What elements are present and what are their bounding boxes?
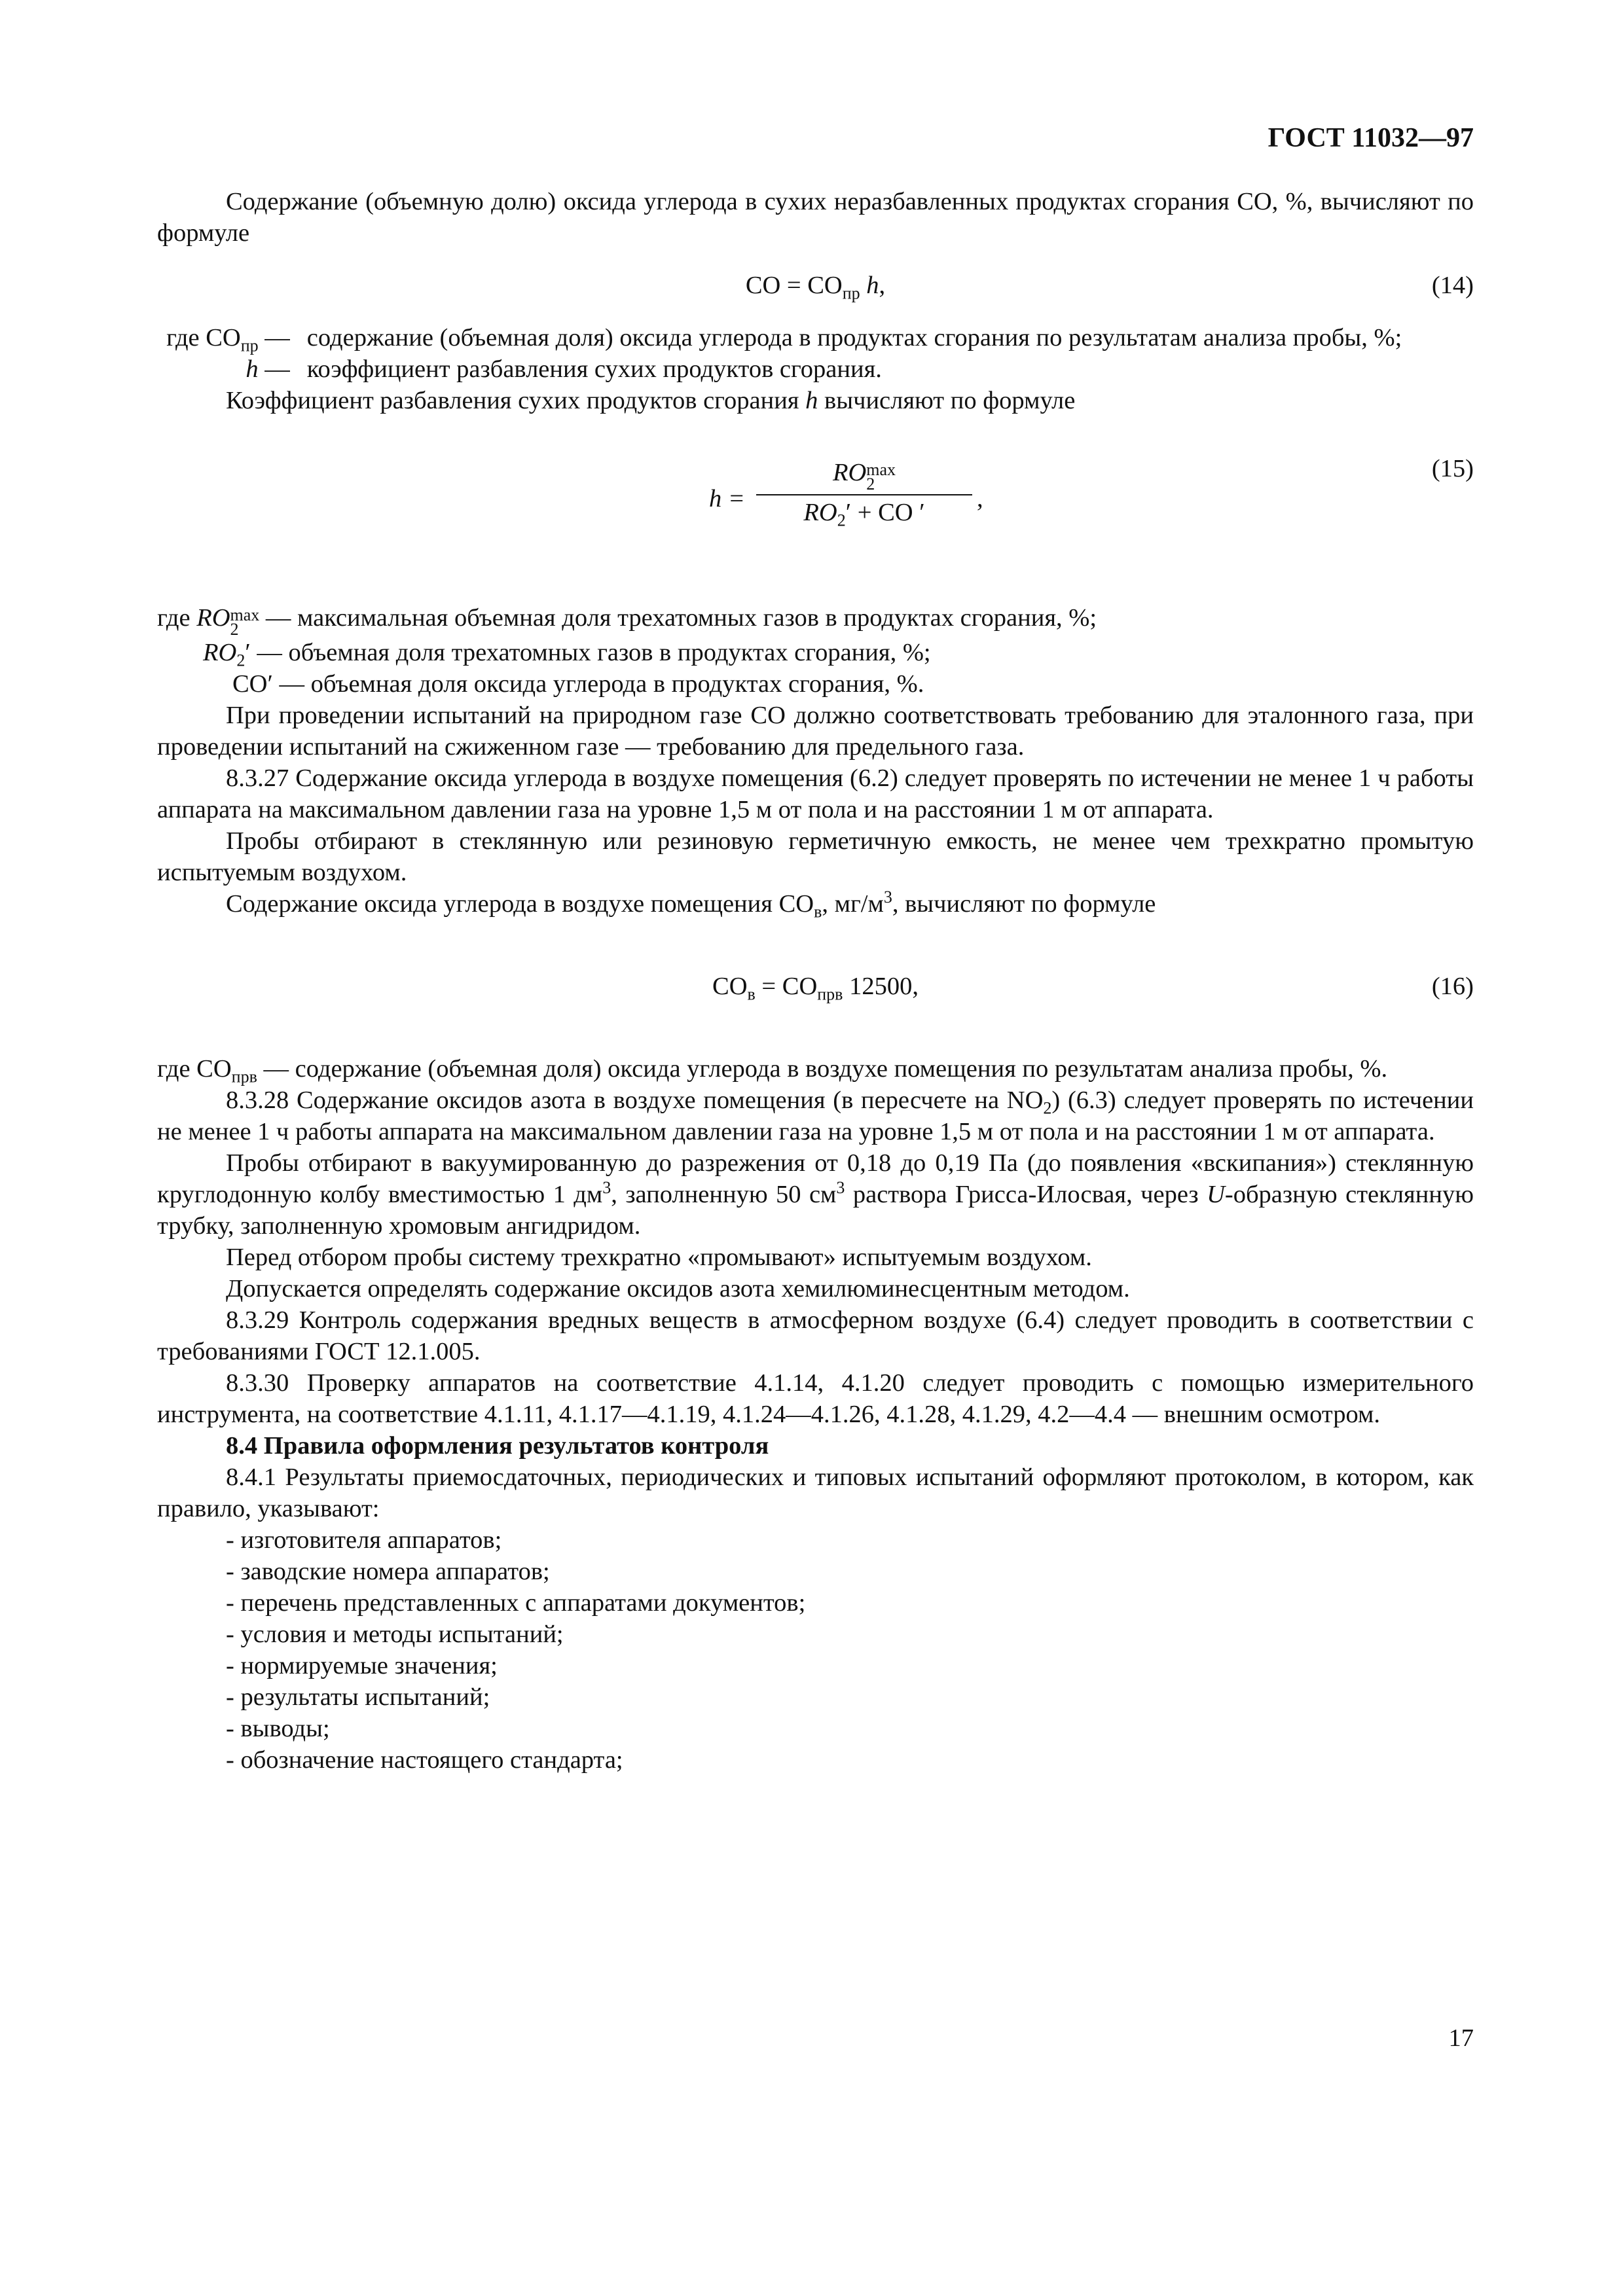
protocol-items-list <box>226 1524 1474 1776</box>
paragraph-chemiluminescent: Допускается определять содержание оксидов азота хемилюминесцентным методом. <box>226 1275 1130 1302</box>
paragraph-samples-1: Пробы отбирают в стеклянную или резиновую герметичную емкость, не менее чем трехкратно промытую испытуемым воздухом. <box>157 827 1474 886</box>
paragraph-8-3-28: 8.3.28 Содержание оксидов азота в воздухе помещения (в пересчете на $NO_2$) (6.3) следует проверять по истечении не менее 1 ч работы аппарата на максимальном давлении газа на уровне 1,5 м от пола и на расстоянии 1 м от аппарата. <box>157 1086 1474 1145</box>
equation-15: h = RO max 2 $RO_2'$ + СО ′ , (15) <box>157 453 1474 551</box>
page-number: 17 <box>1448 2024 1474 2052</box>
paragraph-co-room: Содержание оксида углерода в воздухе помещения $СО_в$, $мг/м^3$, вычисляют по формуле <box>226 888 1156 922</box>
definition-co: СО′ — объемная доля оксида углерода в продуктах сгорания, %. <box>232 670 924 698</box>
paragraph-8-3-27: 8.3.27 Содержание оксида углерода в воздухе помещения (6.2) следует проверять по истечении не менее 1 ч работы аппарата на максимальном давлении газа на уровне 1,5 м от пола и на расстоянии 1 м от аппарата. <box>157 764 1474 823</box>
definition-ro2-max: где RO max 2 — максимальная объемная доля трехатомных газов в продуктах сгорания, %; <box>157 604 1097 639</box>
paragraph-flush: Перед отбором пробы систему трехкратно «промывают» испытуемым воздухом. <box>226 1244 1092 1271</box>
list-item: - изготовителя аппаратов; <box>226 1526 502 1554</box>
document-header: ГОСТ 11032—97 <box>1267 123 1474 153</box>
paragraph-natural-gas: При проведении испытаний на природном газе СО должно соответствовать требованию для эталонного газа, при проведении испытаний на сжиженном газе — требованию для предельного газа. <box>157 702 1474 761</box>
paragraph-8-3-29: 8.3.29 Контроль содержания вредных веществ в атмосферном воздухе (6.4) следует проводить в соответствии с требованиями ГОСТ 12.1.005. <box>157 1306 1474 1365</box>
definitions-14: где $СО_{пр}$ — содержание (объемная доля) оксида углерода в продуктах сгорания по результатам анализа пробы, %; h — коэффициент разбавления сухих продуктов сгорания. <box>166 324 1402 383</box>
list-item: - обозначение настоящего стандарта; <box>226 1746 623 1774</box>
list-item: - результаты испытаний; <box>226 1683 490 1711</box>
equation-number: (14) <box>1431 272 1474 299</box>
intro-paragraph: Содержание (объемную долю) оксида углерода в сухих неразбавленных продуктах сгорания СО, %, вычисляют по формуле <box>157 188 1474 247</box>
equation-number: (15) <box>1431 455 1474 482</box>
list-item: - выводы; <box>226 1715 330 1742</box>
page-body <box>157 186 1474 1776</box>
definition-co-prv: где $СО_{прв}$ — содержание (объемная доля) оксида углерода в воздухе помещения по результатам анализа пробы, %. <box>157 1055 1388 1086</box>
paragraph-samples-2: Пробы отбирают в вакуумированную до разрежения от 0,18 до 0,19 Па (до появления «вскипания») стеклянную круглодонную колбу вместимостью 1 $дм^3$, заполненную 50 $см^3$ раствора Грисса-Илосвая, через U-образную стеклянную трубку, заполненную хромовым ангидридом. <box>157 1149 1474 1240</box>
list-item: - нормируемые значения; <box>226 1652 498 1679</box>
equation-16: $СО_в = СО_{прв}$ 12500, (16) <box>157 971 1474 1002</box>
section-heading-8-4: 8.4 Правила оформления результатов контроля <box>226 1432 769 1460</box>
equation-14: СО = $СО_{пр}$ h, (14) <box>157 270 1474 301</box>
list-item: - заводские номера аппаратов; <box>226 1558 550 1585</box>
paragraph-8-4-1: 8.4.1 Результаты приемосдаточных, периодических и типовых испытаний оформляют протоколом, в котором, как правило, указывают: <box>157 1463 1474 1522</box>
paragraph-8-3-30: 8.3.30 Проверку аппаратов на соответствие 4.1.14, 4.1.20 следует проводить с помощью измерительного инструмента, на соответствие 4.1.11, 4.1.17—4.1.19, 4.1.24—4.1.26, 4.1.28, 4.1.29, 4.2—4.4 — внешним осмотром. <box>157 1369 1474 1428</box>
paragraph-coefficient: Коэффициент разбавления сухих продуктов сгорания h вычисляют по формуле <box>226 387 1076 414</box>
list-item: - перечень представленных с аппаратами документов; <box>226 1589 806 1617</box>
list-item: - условия и методы испытаний; <box>226 1621 564 1648</box>
definition-ro2: $RO_2'$ — объемная доля трехатомных газов в продуктах сгорания, %; <box>203 639 931 670</box>
equation-number: (16) <box>1431 973 1474 1000</box>
